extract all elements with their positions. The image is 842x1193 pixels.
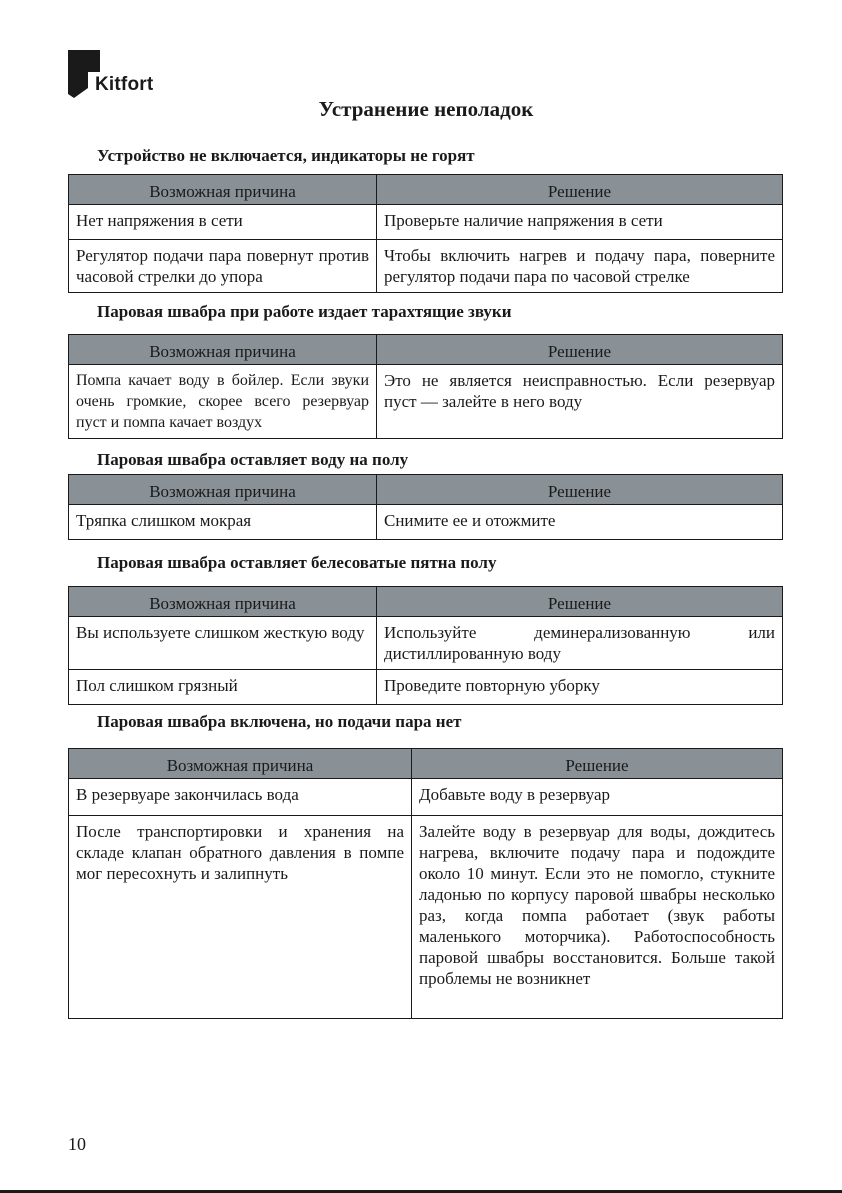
solution-cell: Добавьте воду в резервуар (412, 779, 783, 816)
header-solution: Решение (377, 175, 783, 205)
table-header-row (69, 587, 783, 617)
header-cause: Возможная причина (69, 587, 377, 617)
header-solution: Решение (377, 587, 783, 617)
header-cause: Возможная причина (69, 475, 377, 505)
table-header-row (69, 335, 783, 365)
table-row (69, 779, 783, 816)
header-solution: Решение (377, 475, 783, 505)
troubleshooting-table-water-on-floor (68, 474, 783, 540)
cause-cell: Помпа качает воду в бойлер. Если звуки очень громкие, скорее всего резервуар пуст и помпа качает воздух (69, 365, 377, 439)
section-title-no-power: Устройство не включается, индикаторы не горят (97, 146, 475, 165)
solution-cell: Проверьте наличие напряжения в сети (377, 205, 783, 240)
troubleshooting-table-no-power (68, 174, 783, 293)
logo-text: Kitfort (95, 74, 154, 95)
header-cause: Возможная причина (69, 749, 412, 779)
section-title-rattling-sounds: Паровая швабра при работе издает тарахтящие звуки (97, 302, 512, 321)
cause-cell: Нет напряжения в сети (69, 205, 377, 240)
cause-cell: В резервуаре закончилась вода (69, 779, 412, 816)
troubleshooting-table-rattling-sounds (68, 334, 783, 439)
cause-cell: Вы используете слишком жесткую воду (69, 617, 377, 670)
section-title-water-on-floor: Паровая швабра оставляет воду на полу (97, 450, 409, 469)
solution-cell: Проведите повторную уборку (377, 670, 783, 705)
troubleshooting-table-no-steam (68, 748, 783, 1019)
table-header-row (69, 749, 783, 779)
table-row (69, 670, 783, 705)
table-header-row (69, 475, 783, 505)
header-solution: Решение (377, 335, 783, 365)
table-row (69, 205, 783, 240)
solution-cell: Снимите ее и отожмите (377, 505, 783, 540)
troubleshooting-table-white-spots (68, 586, 783, 705)
header-cause: Возможная причина (69, 175, 377, 205)
page-number: 10 (68, 1134, 86, 1154)
table-row (69, 505, 783, 540)
solution-cell: Это не является неисправностью. Если резервуар пуст — залейте в него воду (377, 365, 783, 439)
page-title: Устранение неполадок (318, 97, 534, 121)
table-row (69, 816, 783, 1019)
cause-cell: Тряпка слишком мокрая (69, 505, 377, 540)
header-cause: Возможная причина (69, 335, 377, 365)
solution-cell: Чтобы включить нагрев и подачу пара, поверните регулятор подачи пара по часовой стрелке (377, 240, 783, 293)
kitfort-logo (68, 50, 178, 100)
solution-cell: Используйте деминерализованную или дистиллированную воду (377, 617, 783, 670)
table-row (69, 617, 783, 670)
table-header-row (69, 175, 783, 205)
table-row (69, 240, 783, 293)
section-title-white-spots: Паровая швабра оставляет белесоватые пятна полу (97, 553, 497, 572)
header-solution: Решение (412, 749, 783, 779)
cause-cell: Пол слишком грязный (69, 670, 377, 705)
cause-cell: Регулятор подачи пара повернут против часовой стрелки до упора (69, 240, 377, 293)
section-title-no-steam: Паровая швабра включена, но подачи пара нет (97, 712, 462, 731)
table-row (69, 365, 783, 439)
solution-cell: Залейте воду в резервуар для воды, дождитесь нагрева, включите подачу пара и подождите около 10 минут. Если это не помогло, стукните ладонью по корпусу паровой швабры несколько раз, когда помпа работает (звук работы маленького моторчика). Работоспособность паровой швабры восстановится. Больше такой проблемы не возникнет (412, 816, 783, 1019)
cause-cell: После транспортировки и хранения на складе клапан обратного давления в помпе мог пересохнуть и залипнуть (69, 816, 412, 1019)
